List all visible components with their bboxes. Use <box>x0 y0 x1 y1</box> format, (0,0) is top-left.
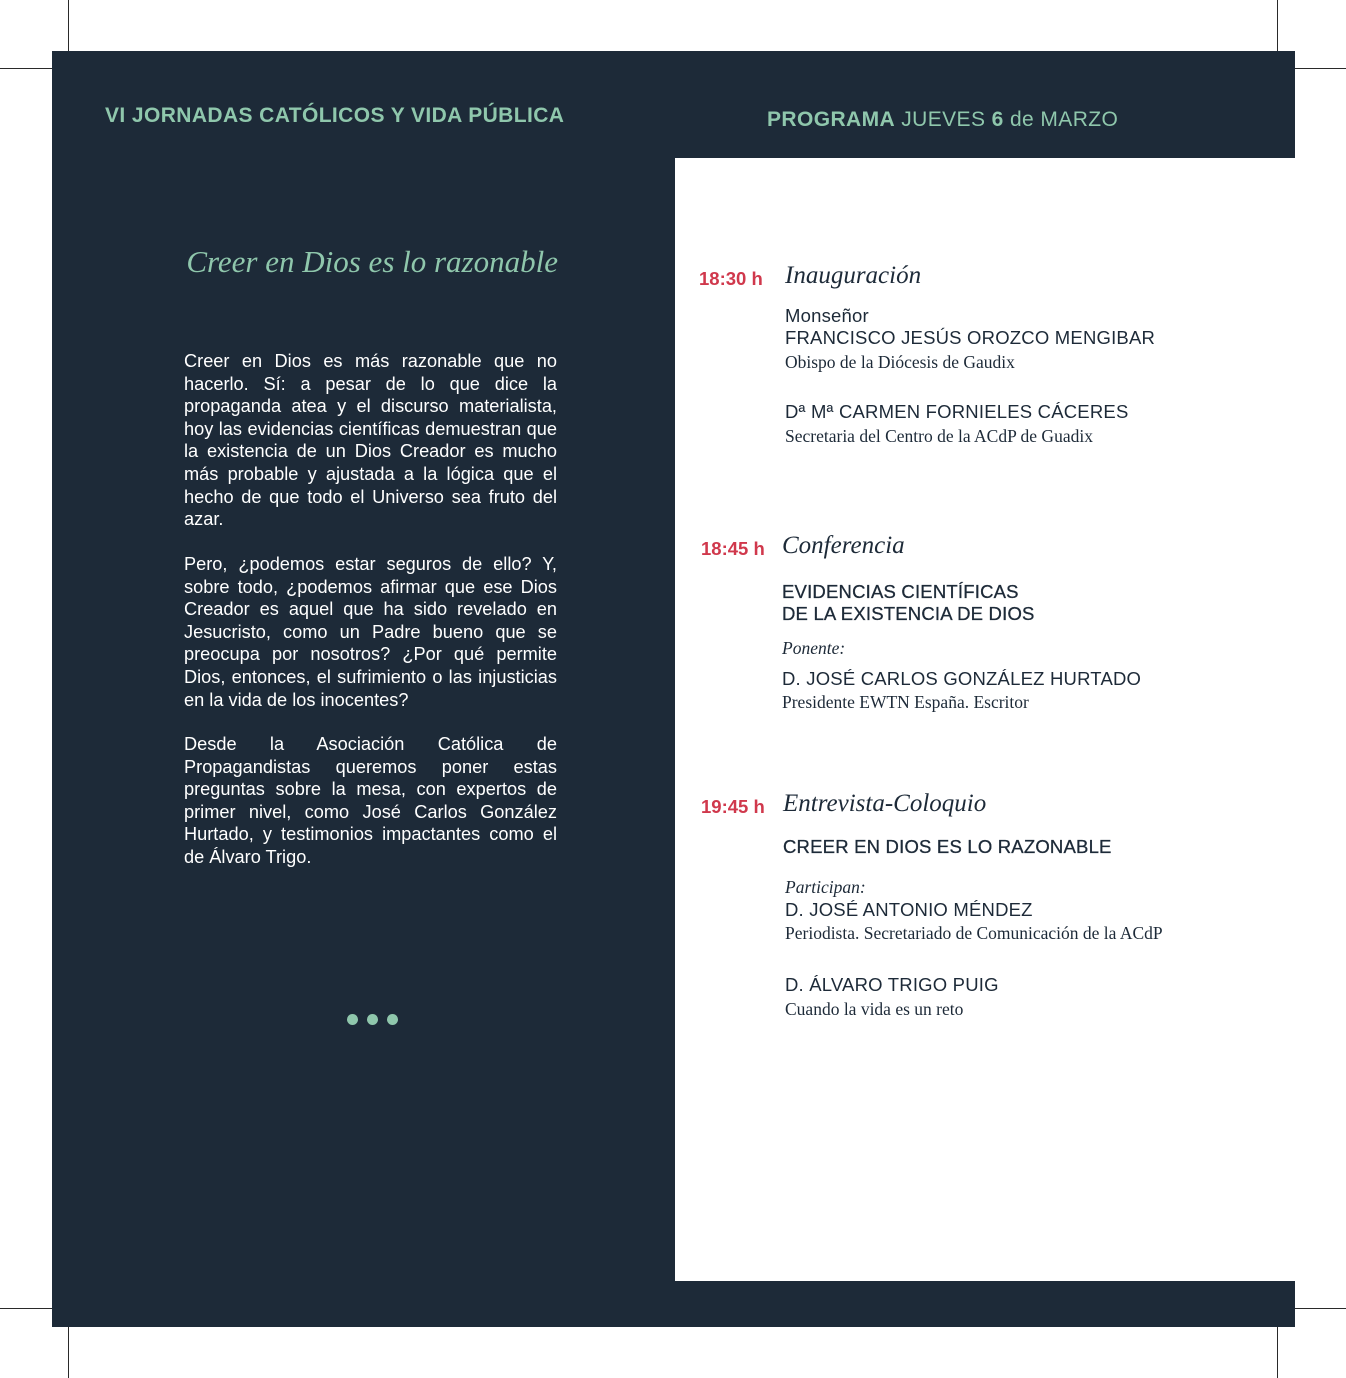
speaker-name: FRANCISCO JESÚS OROZCO MENGIBAR <box>785 327 1156 348</box>
speaker-name: Dª Mª CARMEN FORNIELES CÁCERES <box>785 401 1129 422</box>
ornament-dot <box>387 1014 398 1025</box>
weekday: JUEVES <box>901 108 986 131</box>
speaker-name: D. JOSÉ CARLOS GONZÁLEZ HURTADO <box>782 668 1142 689</box>
crop-mark <box>1277 0 1278 52</box>
conference-topic: EVIDENCIAS CIENTÍFICAS <box>782 581 1019 602</box>
event-title: Conferencia <box>782 532 905 559</box>
crop-mark <box>1291 1308 1346 1309</box>
speaker-label: Ponente: <box>782 638 846 658</box>
participant-name: D. JOSÉ ANTONIO MÉNDEZ <box>785 899 1033 920</box>
month: MARZO <box>1040 108 1119 131</box>
date-de: de <box>1009 108 1035 131</box>
intro-paragraph: Pero, ¿podemos estar seguros de ello? Y, sobre todo, ¿podemos afirmar que ese Dios Creador es aquel que ha sido revelado en Jesucristo, como un Padre bueno que se preocupa por nosotros? ¿Por qué permite Dios, entonces, el sufrimiento o las injusticias en la vida de los inocentes? <box>184 554 557 710</box>
participant-role: Periodista. Secretariado de Comunicación de la ACdP <box>785 923 1163 943</box>
speaker-role: Secretaria del Centro de la ACdP de Guadix <box>785 426 1093 446</box>
participant-role: Cuando la vida es un reto <box>785 999 964 1019</box>
intro-paragraph: Desde la Asociación Católica de Propagandistas queremos poner estas preguntas sobre la mesa, con expertos de primer nivel, como José Carlos González Hurtado, y testimonios impactantes como el de Álvaro Trigo. <box>184 734 557 867</box>
conference-topic: DE LA EXISTENCIA DE DIOS <box>782 603 1035 624</box>
event-title: Inauguración <box>785 262 922 289</box>
event-series-title: VI JORNADAS CATÓLICOS Y VIDA PÚBLICA <box>105 104 565 127</box>
crop-mark <box>1291 68 1346 69</box>
crop-mark <box>68 0 69 52</box>
intro-paragraph: Creer en Dios es más razonable que no hacerlo. Sí: a pesar de lo que dice la propaganda atea y el discurso materialista, hoy las evidencias científicas demuestran que la existencia de un Dios Creador es mucho más probable y ajustada a la lógica que el hecho de que todo el Universo sea fruto del azar. <box>184 351 557 530</box>
event-title: Entrevista-Coloquio <box>783 790 987 817</box>
ellipsis-ornament <box>347 1014 399 1026</box>
speaker-honorific: Monseñor <box>785 305 869 326</box>
speaker-role: Presidente EWTN España. Escritor <box>782 692 1029 712</box>
colloquium-topic: CREER EN DIOS ES LO RAZONABLE <box>783 836 1112 857</box>
speaker-role: Obispo de la Diócesis de Gaudix <box>785 352 1015 372</box>
crop-mark <box>68 1326 69 1378</box>
participant-name: D. ÁLVARO TRIGO PUIG <box>785 974 999 995</box>
program-date-header <box>767 108 1118 132</box>
intro-title: Creer en Dios es lo razonable <box>186 244 558 279</box>
crop-mark <box>0 1308 54 1309</box>
ornament-dot <box>347 1014 358 1025</box>
event-time: 19:45 h <box>701 796 765 817</box>
event-time: 18:45 h <box>701 538 765 559</box>
crop-mark <box>1277 1326 1278 1378</box>
crop-mark <box>0 68 54 69</box>
event-time: 18:30 h <box>699 268 763 289</box>
programa-label: PROGRAMA <box>767 108 896 131</box>
day-number: 6 <box>991 108 1004 131</box>
participants-label: Participan: <box>785 877 866 897</box>
ornament-dot <box>367 1014 378 1025</box>
